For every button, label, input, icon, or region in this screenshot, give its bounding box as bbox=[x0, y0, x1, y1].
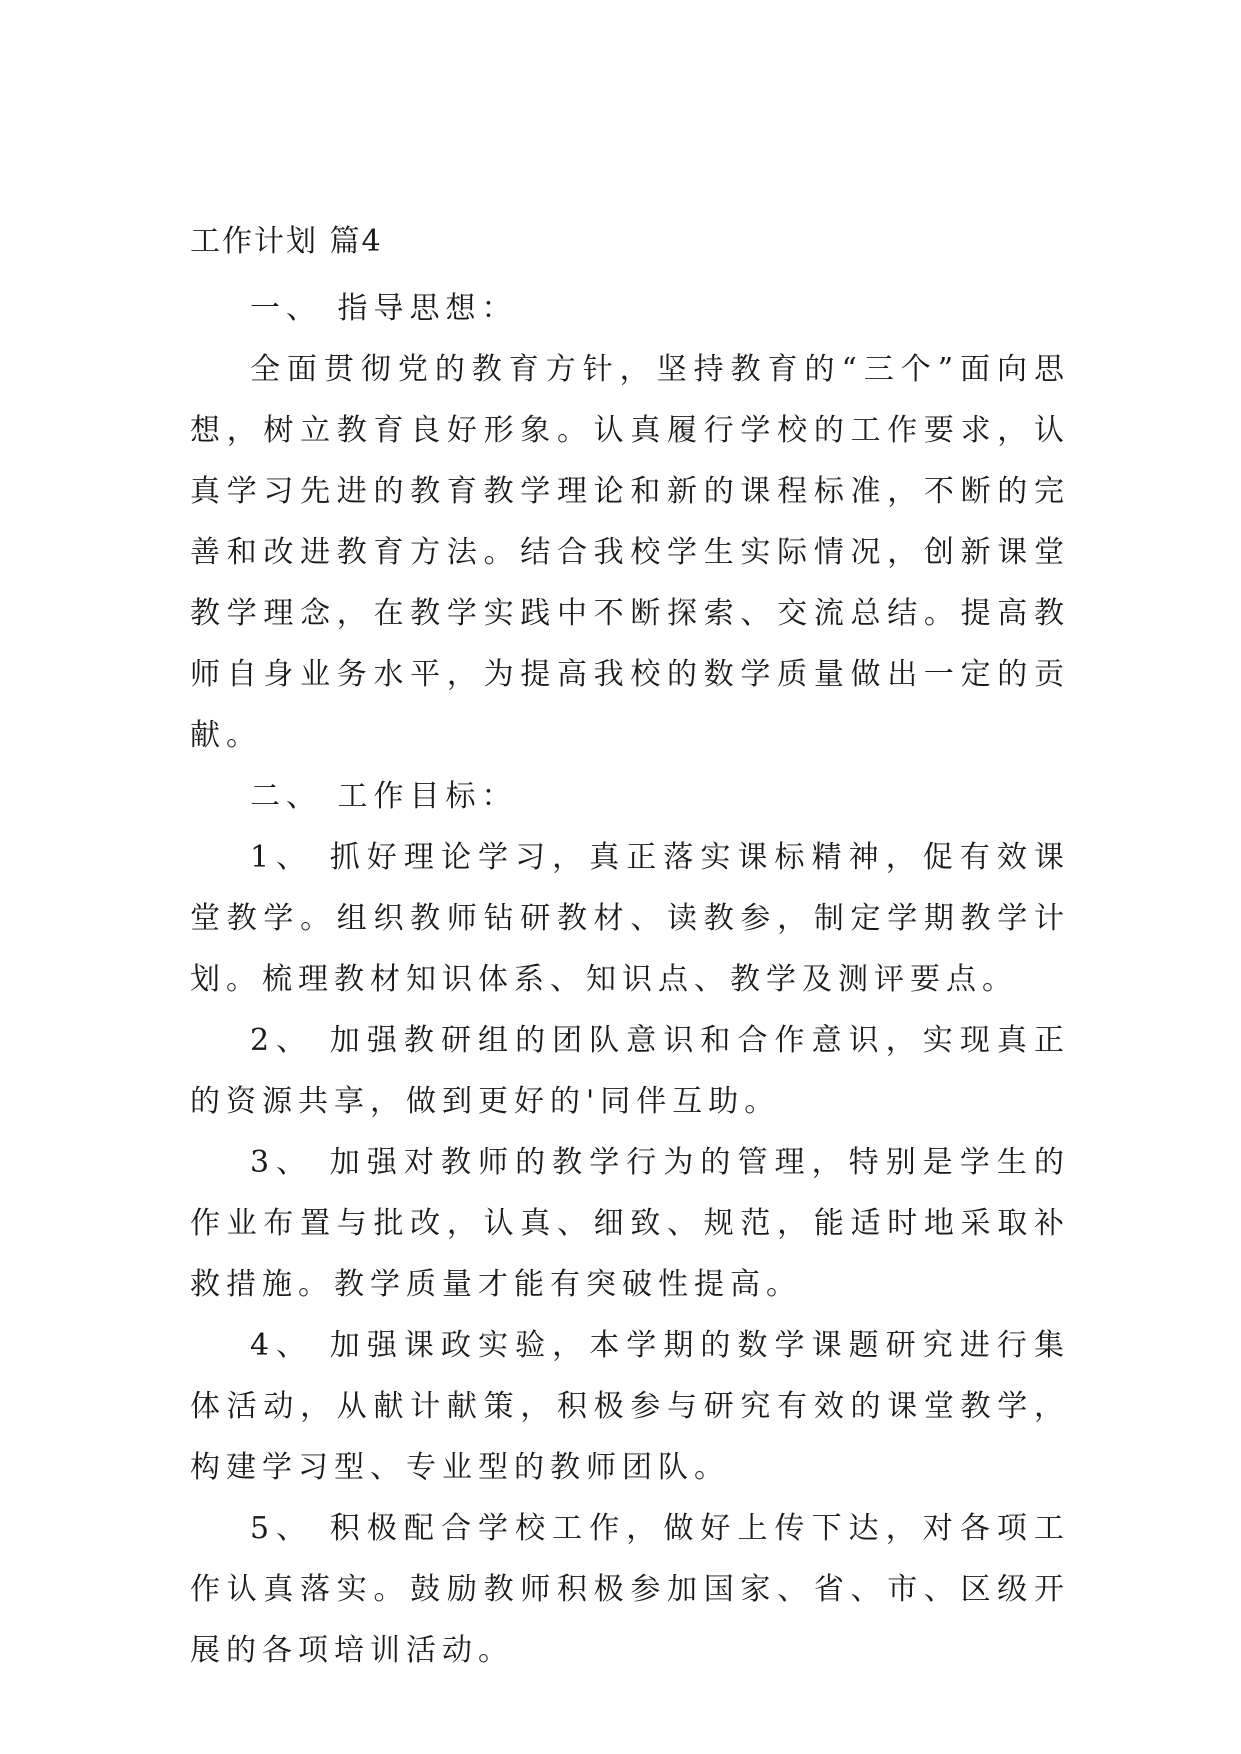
document-body bbox=[190, 278, 1070, 1681]
section-heading-guiding-ideology: 一、 指导思想： bbox=[250, 291, 518, 326]
goal-item-1: 1、 抓好理论学习，真正落实课标精神，促有效课堂教学。组织教师钻研教材、读教参，制定学期教学计划。梳理教材知识体系、知识点、教学及测评要点。 bbox=[190, 840, 1070, 997]
goal-item-4: 4、 加强课政实验，本学期的数学课题研究进行集体活动，从献计献策，积极参与研究有效的课堂教学，构建学习型、专业型的教师团队。 bbox=[190, 1328, 1070, 1485]
document-title: 工作计划 篇4 bbox=[190, 224, 383, 259]
goal-item-3: 3、 加强对教师的教学行为的管理，特别是学生的作业布置与批改，认真、细致、规范，能适时地采取补救措施。教学质量才能有突破性提高。 bbox=[190, 1145, 1070, 1302]
paragraph-guiding-ideology: 全面贯彻党的教育方针，坚持教育的“三个”面向思想，树立教育良好形象。认真履行学校的工作要求，认真学习先进的教育教学理论和新的课程标准，不断的完善和改进教育方法。结合我校学生实际情况，创新课堂教学理念，在教学实践中不断探索、交流总结。提高教师自身业务水平，为提高我校的数学质量做出一定的贡献。 bbox=[190, 352, 1070, 753]
goal-item-5: 5、 积极配合学校工作，做好上传下达，对各项工作认真落实。鼓励教师积极参加国家、省、市、区级开展的各项培训活动。 bbox=[190, 1511, 1070, 1668]
section-heading-work-goals: 二、 工作目标： bbox=[250, 779, 518, 814]
goal-item-2: 2、 加强教研组的团队意识和合作意识，实现真正的资源共享，做到更好的'同伴互助。 bbox=[190, 1023, 1070, 1119]
